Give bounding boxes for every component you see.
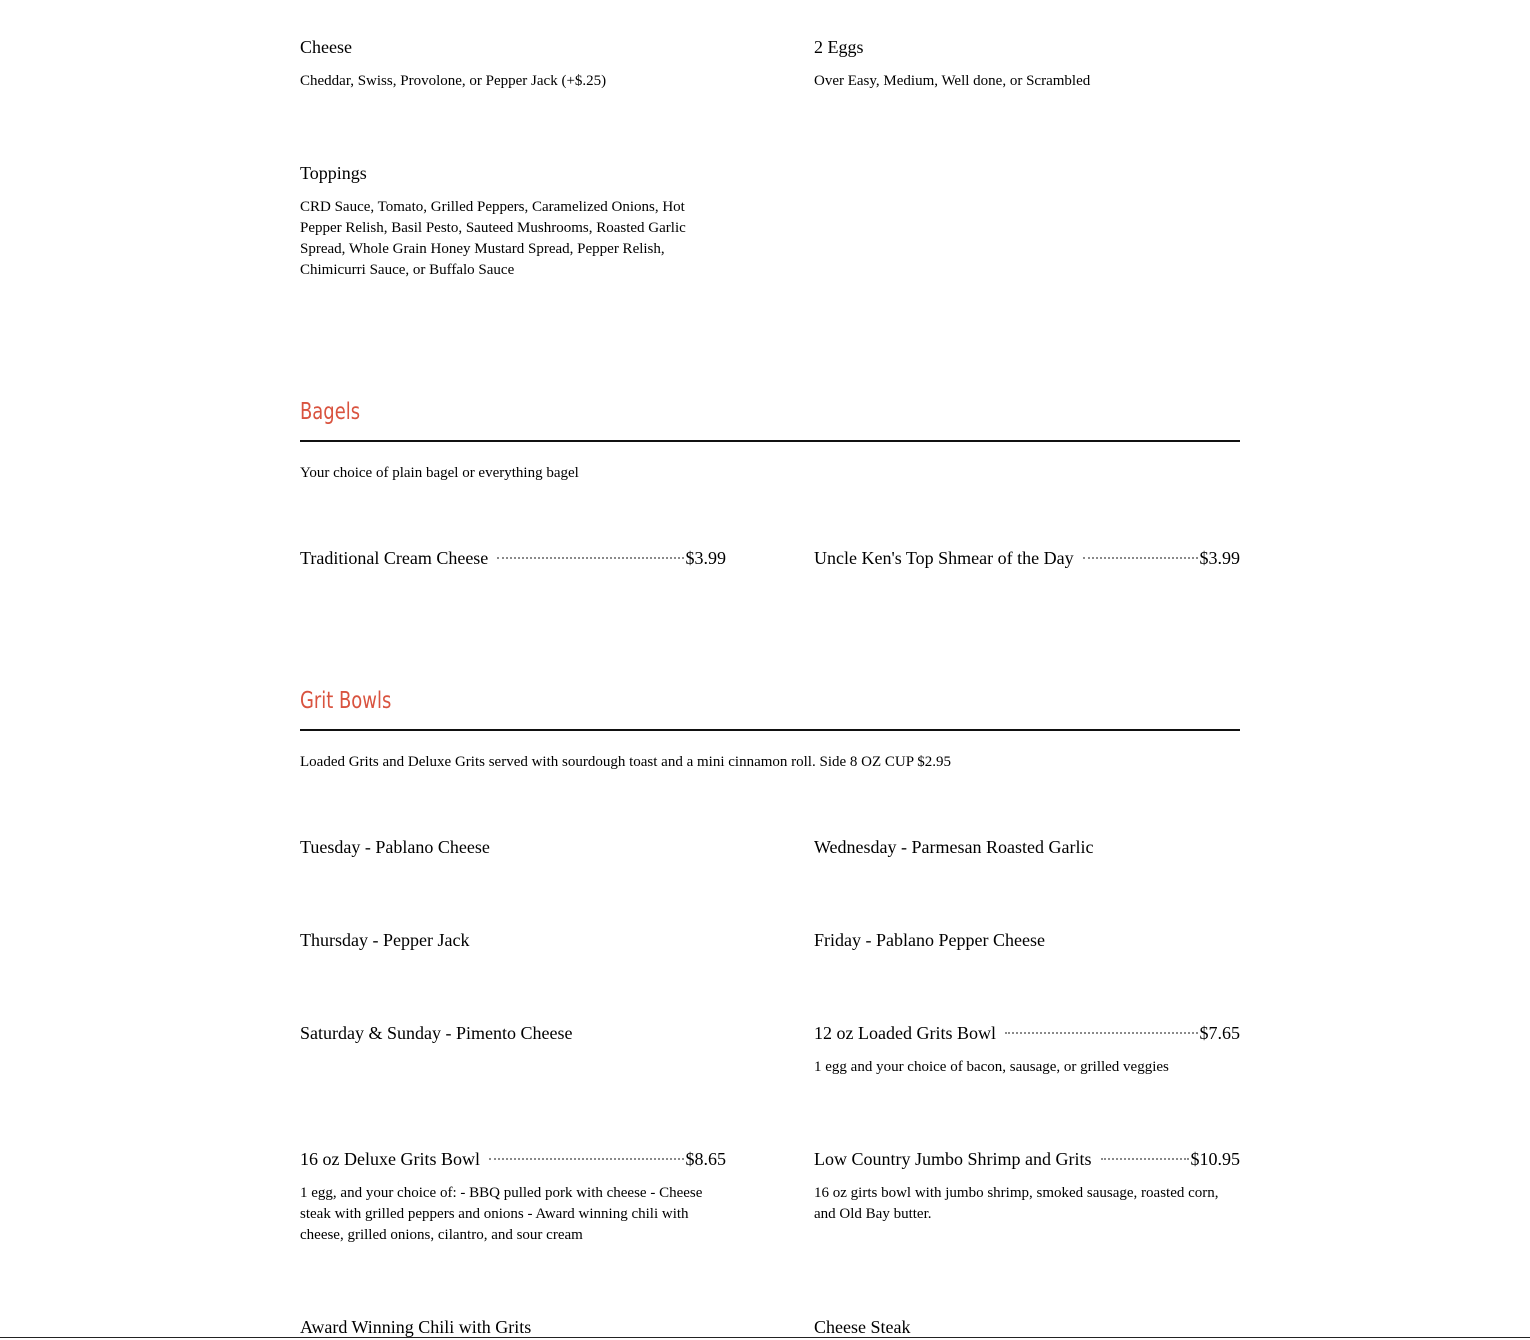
menu-item-desc: 16 oz girts bowl with jumbo shrimp, smoked sausage, roasted corn, and Old Bay butter.	[814, 1185, 1219, 1222]
menu-item-name: Low Country Jumbo Shrimp and Grits	[814, 1149, 1092, 1169]
bagels-section-divider	[300, 440, 1240, 442]
eggs-option-desc: Over Easy, Medium, Well done, or Scrambled	[814, 73, 1091, 89]
menu-item-price: $10.95	[1190, 1149, 1240, 1169]
daily-grits-weekend: Saturday & Sunday - Pimento Cheese	[300, 1023, 573, 1043]
grit-bowls-section-title: Grit Bowls	[300, 688, 392, 714]
daily-grits-wednesday: Wednesday - Parmesan Roasted Garlic	[814, 837, 1094, 857]
dot-leader	[489, 1158, 684, 1160]
menu-item-cheese-steak: Cheese Steak	[814, 1317, 911, 1337]
daily-grits-tuesday: Tuesday - Pablano Cheese	[300, 837, 490, 857]
dot-leader	[1101, 1158, 1189, 1160]
menu-item-deluxe-grits-bowl	[300, 1147, 726, 1171]
menu-item-name: 16 oz Deluxe Grits Bowl	[300, 1149, 480, 1169]
menu-item-price: $3.99	[1199, 548, 1240, 568]
menu-item-chili-with-grits: Award Winning Chili with Grits	[300, 1317, 532, 1337]
menu-item-name: 12 oz Loaded Grits Bowl	[814, 1023, 996, 1043]
menu-item-desc: 1 egg, and your choice of: - BBQ pulled pork with cheese - Cheese steak with grilled peppers and onions - Award winning chili with cheese, grilled onions, cilantro, and sour cream	[300, 1185, 703, 1243]
viewport-bottom-border	[0, 1337, 1530, 1338]
dot-leader	[1005, 1032, 1198, 1034]
menu-item-shrimp-and-grits	[814, 1147, 1240, 1171]
bagels-section-desc: Your choice of plain bagel or everything bagel	[300, 465, 579, 481]
dot-leader	[1083, 557, 1198, 559]
toppings-option-title: Toppings	[300, 163, 367, 183]
grit-bowls-section-desc: Loaded Grits and Deluxe Grits served with sourdough toast and a mini cinnamon roll. Side 8 OZ CUP $2.95	[300, 754, 952, 770]
menu-item-price: $7.65	[1199, 1023, 1240, 1043]
daily-grits-friday: Friday - Pablano Pepper Cheese	[814, 930, 1045, 950]
menu-item-price: $3.99	[685, 548, 726, 568]
daily-grits-thursday: Thursday - Pepper Jack	[300, 930, 470, 950]
menu-item-desc: 1 egg and your choice of bacon, sausage, or grilled veggies	[814, 1059, 1169, 1075]
menu-item-loaded-grits-bowl	[814, 1021, 1240, 1045]
menu-item-name: Uncle Ken's Top Shmear of the Day	[814, 548, 1074, 568]
cheese-option-title: Cheese	[300, 37, 352, 57]
menu-item-traditional-cream-cheese	[300, 546, 726, 570]
cheese-option-desc: Cheddar, Swiss, Provolone, or Pepper Jack (+$.25)	[300, 73, 607, 89]
grit-bowls-section-divider	[300, 729, 1240, 731]
menu-item-top-shmear	[814, 546, 1240, 570]
dot-leader	[497, 557, 683, 559]
menu-item-price: $8.65	[685, 1149, 726, 1169]
eggs-option-title: 2 Eggs	[814, 37, 864, 57]
bagels-section-title: Bagels	[300, 399, 361, 425]
toppings-option-desc: CRD Sauce, Tomato, Grilled Peppers, Caramelized Onions, Hot Pepper Relish, Basil Pesto, Sauteed Mushrooms, Roasted Garlic Spread, Whole Grain Honey Mustard Spread, Pepper Relish, Chimicurri Sauce, or Buffalo Sauce	[300, 199, 686, 278]
menu-item-name: Traditional Cream Cheese	[300, 548, 489, 568]
